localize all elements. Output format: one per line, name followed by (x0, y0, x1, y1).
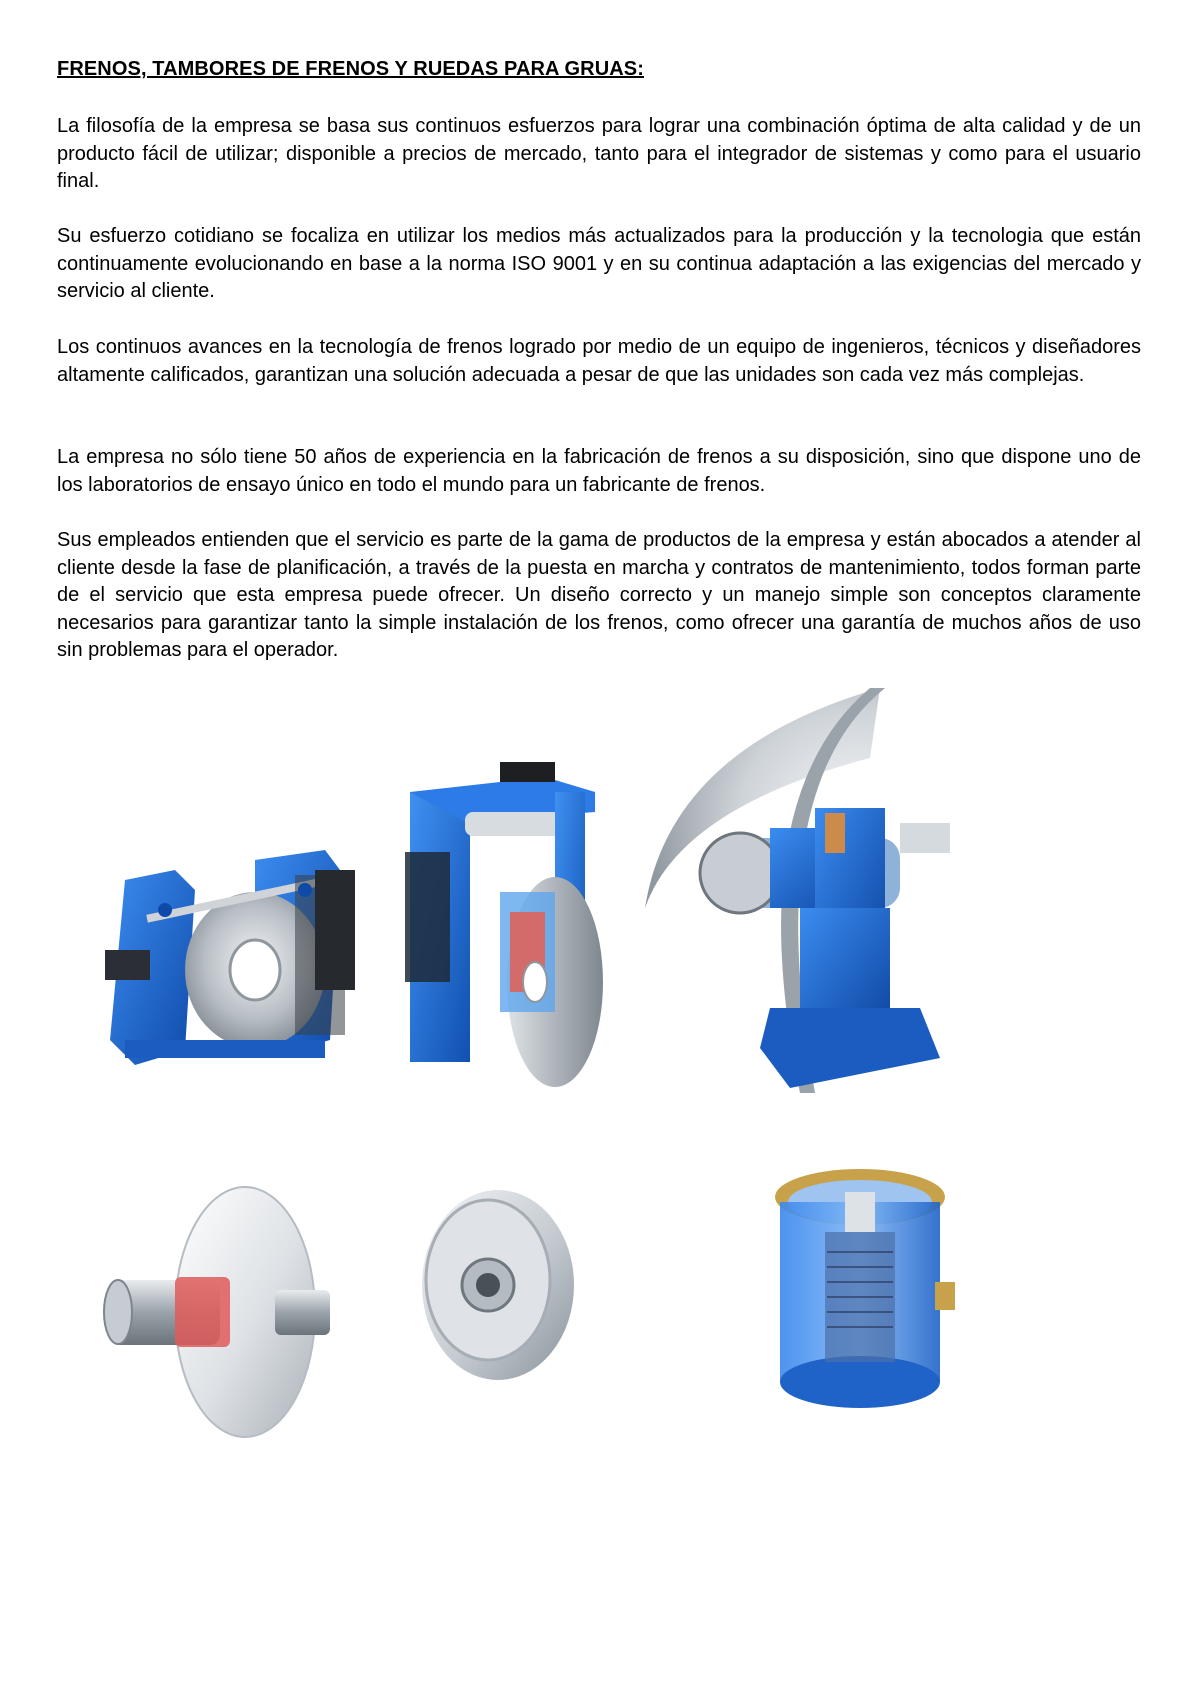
paragraph-2: Su esfuerzo cotidiano se focaliza en utilizar los medios más actualizados para la producción y la tecnologia que están continuamente evolucionando en base a la norma ISO 9001 y en su continua adaptación a las exigencias del mercado y servicio al cliente. (57, 225, 1141, 303)
drum-brake-photo (105, 850, 380, 1080)
paragraph-1: La filosofía de la empresa se basa sus continuos esfuerzos para lograr una combinación óptima de alta calidad y de un producto fácil de utilizar; disponible a precios de mercado, tanto para el integrador de sistemas y como para el usuario final. (57, 115, 1141, 193)
page-heading: FRENOS, TAMBORES DE FRENOS Y RUEDAS PARA GRUAS: (57, 58, 644, 80)
cutaway-brake-photo (765, 1162, 955, 1412)
paragraph-4: La empresa no sólo tiene 50 años de experiencia en la fabricación de frenos a su disposición, sino que dispone uno de los laboratorios de ensayo único en todo el mundo para un fabricante de frenos. (57, 446, 1141, 496)
brake-drum-photo (410, 1185, 575, 1385)
brake-disc-coupling-photo (100, 1185, 340, 1440)
paragraph-5: Sus empleados entienden que el servicio es parte de la gama de productos de la empresa y están abocados a atender al cliente desde la fase de planificación, a través de la puesta en marcha y contratos de mantenimiento, todos forman parte de el servicio que esta empresa puede ofrecer. Un diseño correcto y un manejo simple son conceptos claramente necesarios para garantizar tanto la simple instalación de los frenos, como ofrecer una garantía de muchos años de uso sin problemas para el operador. (57, 529, 1141, 662)
disc-brake-photo (405, 752, 610, 1087)
caliper-brake-photo (640, 688, 960, 1093)
paragraph-3: Los continuos avances en la tecnología de frenos logrado por medio de un equipo de ingenieros, técnicos y diseñadores altamente calificados, garantizan una solución adecuada a pesar de que las unidades son cada vez más complejas. (57, 336, 1141, 386)
